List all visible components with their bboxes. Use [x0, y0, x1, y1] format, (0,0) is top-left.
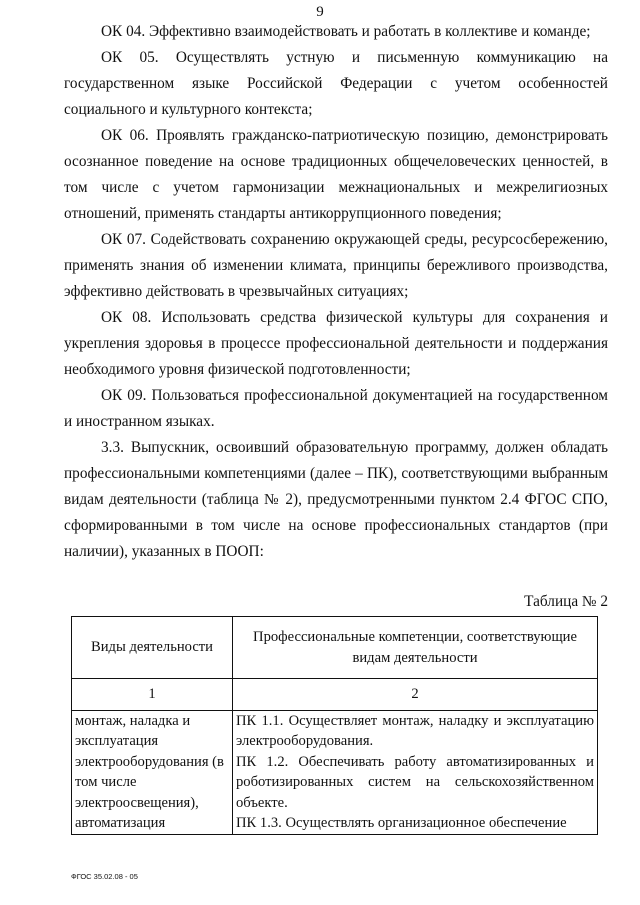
competencies-cell [233, 710, 598, 834]
page-number: 9 [316, 4, 324, 20]
column-number-2: 2 [233, 679, 598, 711]
document-body [64, 19, 608, 565]
table-row [72, 710, 598, 834]
competency-pk-1-1: ПК 1.1. Осуществляет монтаж, наладку и эксплуатацию электрооборудования. [236, 712, 594, 749]
paragraph-ok04: ОК 04. Эффективно взаимодействовать и работать в коллективе и команде; [101, 23, 591, 40]
competency-pk-1-3: ПК 1.3. Осуществлять организационное обеспечение [236, 815, 567, 831]
paragraph-ok06: ОК 06. Проявлять гражданско-патриотическую позицию, демонстрировать осознанное поведение на основе традиционных общечеловеческих ценностей, в том числе с учетом гармонизации межнациональных и межрелигиозных отношений, применять стандарты антикоррупционного поведения; [64, 127, 608, 222]
competency-pk-1-2: ПК 1.2. Обеспечивать работу автоматизированных и роботизированных систем на сельскохозяйственном объекте. [236, 753, 594, 811]
paragraph-ok05: ОК 05. Осуществлять устную и письменную коммуникацию на государственном языке Российской Федерации с учетом особенностей социального и культурного контекста; [64, 49, 608, 118]
paragraph-3-3: 3.3. Выпускник, освоивший образовательную программу, должен обладать профессиональными компетенциями (далее – ПК), соответствующими выбранным видам деятельности (таблица № 2), предусмотренными пунктом 2.4 ФГОС СПО, сформированными в том числе на основе профессиональных стандартов (при наличии), указанных в ПООП: [64, 439, 608, 560]
activity-cell: монтаж, наладка и эксплуатация электрооборудования (в том числе электроосвещения), автоматизация [72, 710, 233, 834]
table-number-row [72, 679, 598, 711]
competencies-table [71, 616, 598, 835]
table-header-row [72, 617, 598, 679]
paragraph-ok07: ОК 07. Содействовать сохранению окружающей среды, ресурсосбережению, применять знания об изменении климата, принципы бережливого производства, эффективно действовать в чрезвычайных ситуациях; [64, 231, 608, 300]
paragraph-ok08: ОК 08. Использовать средства физической культуры для сохранения и укрепления здоровья в процессе профессиональной деятельности и поддержания необходимого уровня физической подготовленности; [64, 309, 608, 378]
header-activity: Виды деятельности [72, 617, 233, 679]
paragraph-ok09: ОК 09. Пользоваться профессиональной документацией на государственном и иностранном языках. [64, 387, 608, 430]
table-caption: Таблица № 2 [524, 593, 608, 610]
header-competencies: Профессиональные компетенции, соответствующие видам деятельности [233, 617, 598, 679]
document-footer: ФГОС 35.02.08 - 05 [71, 872, 138, 881]
column-number-1: 1 [72, 679, 233, 711]
